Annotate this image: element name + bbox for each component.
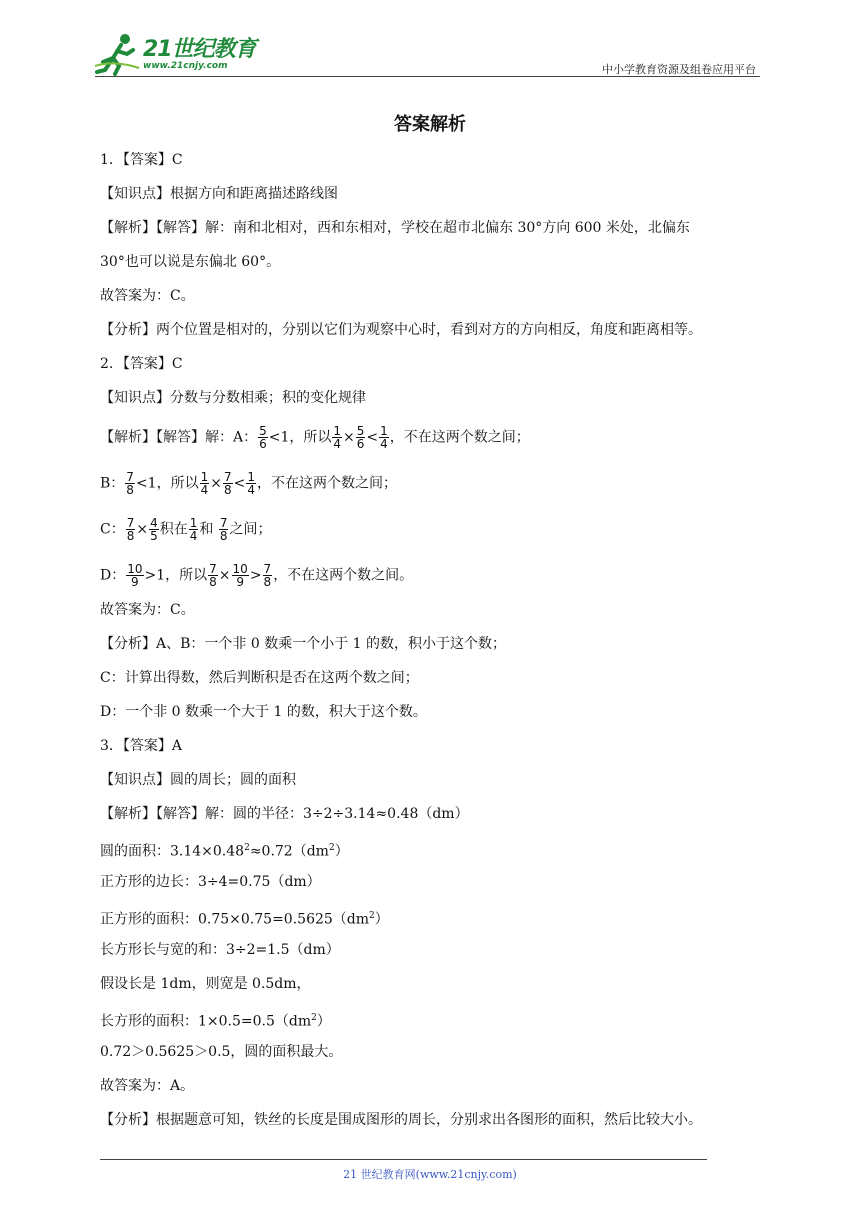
q3-assume: 假设长是 1dm，则宽是 0.5dm， [100,976,311,992]
fraction-10-9: $\frac{10}{9}$ [127,562,143,589]
q2-knowledge: 【知识点】分数与分数相乘；积的变化规律 [100,390,366,406]
less-than-sign: < [366,429,379,446]
fraction-4-5: $\frac{4}{5}$ [150,516,158,543]
logo-text: 21世纪教育 [143,37,256,62]
times-sign: × [210,475,222,492]
q3-square-area: 正方形的面积：$0.75\times 0.75=0.5625(dm^2)$ [100,911,389,928]
page-title: 答案解析 [394,114,466,135]
fraction-7-8: $\frac{7}{8}$ [209,562,217,589]
fraction-1-4: $\frac{1}{4}$ [380,424,388,451]
fraction-1-4: $\frac{1}{4}$ [200,470,209,497]
fraction-7-8: $\frac{7}{8}$ [126,470,134,497]
q2-b-lt1: <1，所以 [135,475,199,492]
greater-than-sign: > [249,567,262,584]
fraction-5-6: $\frac{5}{6}$ [356,424,365,451]
fraction-1-4: $\frac{1}{4}$ [189,516,198,543]
q2-c-and: 和 [199,521,218,538]
q2-c-prefix: C： [100,521,125,538]
q1-analysis-line1: 【解析】【解答】解：南和北相对，西和东相对，学校在超市北偏东 30°方向 600 米处，北偏东 [100,220,690,236]
q1-answer: 1．【答案】C [100,152,183,168]
q2-option-c [100,517,271,542]
platform-name: 中小学教育资源及组卷应用平台 [602,63,756,76]
less-than-sign: < [233,475,246,492]
q2-c-mid: 积在 [159,521,188,538]
q2-answer: 2．【答案】C [100,356,183,372]
q3-square-side: 正方形的边长：3÷4=0.75（dm） [100,874,321,890]
q1-conclusion: 故答案为：C。 [100,288,195,304]
fraction-10-9: $\frac{10}{9}$ [232,562,248,589]
times-sign: × [136,521,149,538]
q2-d-suffix: ，不在这两个数之间。 [273,567,414,584]
fraction-7-8: $\frac{7}{8}$ [263,562,272,589]
q2-note-3: D：一个非 0 数乘一个大于 1 的数，积大于这个数。 [100,704,427,720]
running-man-icon [95,32,141,76]
q1-knowledge: 【知识点】根据方向和距离描述路线图 [100,186,338,202]
fraction-7-8: $\frac{7}{8}$ [223,470,232,497]
q3-circle-area: 圆的面积：$3.14\times 0.48^2\approx 0.72(dm^2)$ [100,843,349,860]
q2-option-b [100,471,397,496]
q2-conclusion: 故答案为：C。 [100,602,195,618]
footer-link[interactable]: 21 世纪教育网(www.21cnjy.com) [343,1168,517,1181]
page-header [95,30,760,78]
logo-url: www.21cnjy.com [143,61,228,71]
q2-a-prefix: 【解析】【解答】解：A： [100,429,258,446]
q2-option-a [100,425,530,450]
fraction-5-6: $\frac{5}{6}$ [259,424,267,451]
q2-c-suffix: 之间； [229,521,272,538]
q3-rect-sum: 长方形长与宽的和：3÷2=1.5（dm） [100,942,340,958]
fraction-1-4: $\frac{1}{4}$ [333,424,342,451]
site-logo [95,30,265,76]
q2-option-d [100,563,413,588]
q2-a-suffix: ，不在这两个数之间； [389,429,530,446]
fraction-7-8: $\frac{7}{8}$ [126,516,135,543]
header-divider [95,76,760,77]
q3-note: 【分析】根据题意可知，铁丝的长度是围成图形的周长，分别求出各图形的面积，然后比较大小。 [100,1112,702,1128]
q3-conclusion: 故答案为：A。 [100,1078,195,1094]
q2-a-lt1: <1，所以 [268,429,332,446]
fraction-1-4: $\frac{1}{4}$ [247,470,255,497]
q1-note: 【分析】两个位置是相对的，分别以它们为观察中心时，看到对方的方向相反，角度和距离相等。 [100,322,702,338]
q1-analysis-line2: 30°也可以说是东偏北 60°。 [100,254,281,270]
q3-knowledge: 【知识点】圆的周长；圆的面积 [100,772,296,788]
q3-rect-area: 长方形的面积：$1\times 0.5=0.5(dm^2)$ [100,1013,331,1030]
fraction-7-8: $\frac{7}{8}$ [219,516,228,543]
footer-divider [100,1159,707,1160]
q3-radius: 【解析】【解答】解：圆的半径：3÷2÷3.14≈0.48（dm） [100,806,469,822]
q2-note-1: 【分析】A、B：一个非 0 数乘一个小于 1 的数，积小于这个数； [100,636,507,652]
q2-d-prefix: D： [100,567,126,584]
times-sign: × [343,429,355,446]
q2-d-gt1: >1，所以 [144,567,208,584]
q3-compare: 0.72＞0.5625＞0.5，圆的面积最大。 [100,1044,343,1060]
q2-b-prefix: B： [100,475,125,492]
times-sign: × [218,567,231,584]
q2-b-suffix: ，不在这两个数之间； [256,475,397,492]
q2-note-2: C：计算出得数，然后判断积是否在这两个数之间； [100,670,419,686]
q3-answer: 3．【答案】A [100,738,183,754]
